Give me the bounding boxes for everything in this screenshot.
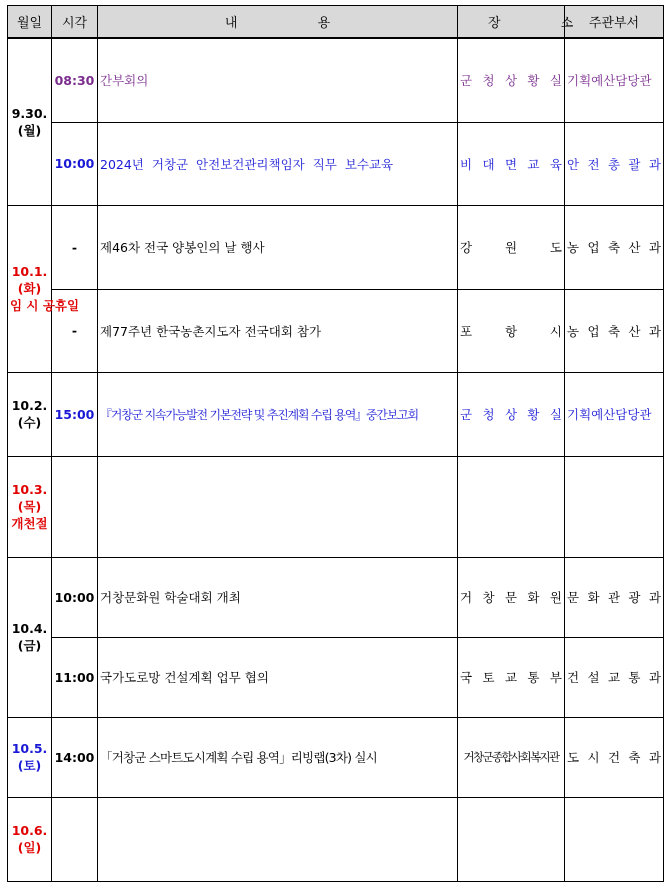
date-label: 10.5. (11, 741, 48, 756)
date-cell (8, 372, 52, 456)
event-content: 「거창군 스마트도시계획 수립 용역」리빙랩(3차) 실시 (98, 717, 458, 797)
table-row (8, 797, 664, 881)
date-label: 9.30. (11, 105, 48, 121)
empty-time (52, 797, 98, 881)
header-dept: 주관부서 (565, 6, 664, 39)
event-dept: 농 업 축 산 과 (565, 289, 664, 372)
table-row (8, 205, 664, 289)
date-cell (8, 205, 80, 372)
date-cell (8, 38, 52, 205)
event-time: 15:00 (52, 372, 98, 456)
date-label: 10.2. (11, 398, 48, 413)
event-dept: 문 화 관 광 과 (565, 557, 664, 637)
date-label: 10.1. (11, 264, 48, 279)
event-place: 거창군종합사회복지관 (458, 717, 565, 797)
event-dept: 기획예산담당관 (565, 38, 664, 122)
event-place: 군 청 상 황 실 (458, 372, 565, 456)
event-place: 거 창 문 화 원 (458, 557, 565, 637)
event-dept: 농 업 축 산 과 (565, 205, 664, 289)
date-cell (8, 557, 52, 717)
empty-time (52, 456, 98, 557)
weekday-label: (일) (17, 840, 42, 855)
header-time: 시각 (52, 6, 98, 39)
weekday-label: (토) (17, 758, 42, 773)
header-date: 월일 (8, 6, 52, 39)
date-label: 10.6. (11, 823, 48, 838)
event-content: 『거창군 지속가능발전 기본전략 및 추진계획 수립 용역』중간보고회 (98, 372, 458, 456)
event-content: 제46차 전국 양봉인의 날 행사 (98, 205, 458, 289)
event-place: 포 항 시 (458, 289, 565, 372)
event-time: 11:00 (52, 637, 98, 717)
date-cell (8, 717, 52, 797)
table-row (8, 38, 664, 122)
event-time: - (52, 205, 98, 289)
event-time: 10:00 (52, 557, 98, 637)
holiday-label: 개천절 (11, 516, 48, 531)
event-place: 국 토 교 통 부 (458, 637, 565, 717)
empty-place (458, 797, 565, 881)
event-content: 2024년 거창군 안전보건관리책임자 직무 보수교육 (98, 122, 458, 205)
date-label: 10.3. (11, 482, 48, 497)
weekday-label: (금) (17, 638, 42, 653)
event-dept: 건 설 교 통 과 (565, 637, 664, 717)
weekday-label: (화) (17, 281, 42, 296)
table-row (8, 456, 664, 557)
event-place: 강 원 도 (458, 205, 565, 289)
date-label: 10.4. (11, 621, 48, 636)
table-row (8, 717, 664, 797)
event-dept: 안 전 총 괄 과 (565, 122, 664, 205)
event-time: 08:30 (52, 38, 98, 122)
event-content: 거창문화원 학술대회 개최 (98, 557, 458, 637)
empty-dept (565, 456, 664, 557)
empty-dept (565, 797, 664, 881)
event-dept: 도 시 건 축 과 (565, 717, 664, 797)
date-cell (8, 797, 52, 881)
empty-place (458, 456, 565, 557)
weekday-label: (목) (17, 499, 42, 514)
event-time: 10:00 (52, 122, 98, 205)
header-row (8, 6, 664, 39)
weekday-label: (수) (17, 415, 42, 430)
date-cell (8, 456, 52, 557)
event-time: - (52, 289, 98, 372)
event-content: 국가도로망 건설계획 업무 협의 (98, 637, 458, 717)
weekday-label: (월) (17, 122, 42, 138)
header-content: 내 용 (98, 6, 458, 39)
event-content: 간부회의 (98, 38, 458, 122)
event-place: 군 청 상 황 실 (458, 38, 565, 122)
empty-content (98, 456, 458, 557)
table-row (8, 372, 664, 456)
holiday-label: 임 시 공휴일 (10, 298, 80, 313)
event-dept: 기획예산담당관 (565, 372, 664, 456)
event-time: 14:00 (52, 717, 98, 797)
event-content: 제77주년 한국농촌지도자 전국대회 참가 (98, 289, 458, 372)
table-row (8, 557, 664, 637)
table-row (8, 289, 664, 372)
header-place: 장 소 (458, 6, 565, 39)
empty-content (98, 797, 458, 881)
event-place: 비 대 면 교 육 (458, 122, 565, 205)
schedule-table (7, 5, 664, 882)
table-row (8, 122, 664, 205)
table-row (8, 637, 664, 717)
